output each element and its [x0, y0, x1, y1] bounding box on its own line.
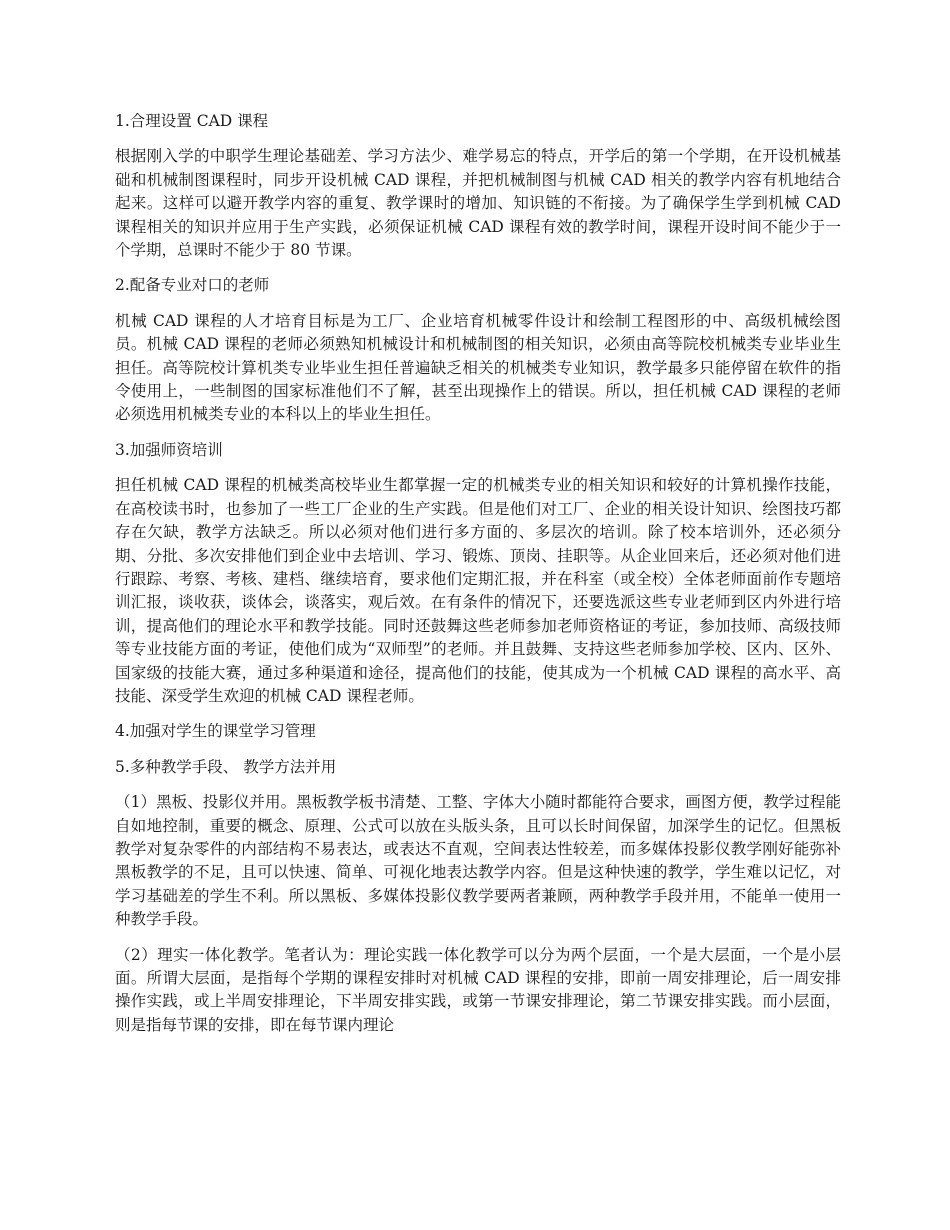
section-paragraph-3: 担任机械 CAD 课程的机械类高校毕业生都掌握一定的机械类专业的相关知识和较好的计算机操作技能，在高校读书时，也参加了一些工厂企业的生产实践。但是他们对工厂、企业的相关设计知识、绘图技巧都存在欠缺，教学方法缺乏。所以必须对他们进行多方面的、多层次的培训。除了校本培训外，还必须分期、分批、多次安排他们到企业中去培训、学习、锻炼、顶岗、挂职等。从企业回来后，还必须对他们进行跟踪、考察、考核、建档、继续培育，要求他们定期汇报，并在科室（或全校）全体老师面前作专题培训汇报，谈收获，谈体会，谈落实，观后效。在有条件的情况下，还要选派这些专业老师到区内外进行培训，提高他们的理论水平和教学技能。同时还鼓舞这些老师参加老师资格证的考证，参加技师、高级技师等专业技能方面的考证，使他们成为“双师型”的老师。并且鼓舞、支持这些老师参加学校、区内、区外、国家级的技能大赛，通过多种渠道和途径，提高他们的技能，使其成为一个机械 CAD 课程的高水平、高技能、深受学生欢迎的机械 CAD 课程老师。	[115, 476, 841, 705]
section-heading-3: 3.加强师资培训	[115, 440, 223, 459]
section-paragraph-2: 机械 CAD 课程的人才培育目标是为工厂、企业培育机械零件设计和绘制工程图形的中、高级机械绘图员。机械 CAD 课程的老师必须熟知机械设计和机械制图的相关知识，必须由高等院校机械类专业毕业生担任。高等院校计算机类专业毕业生担任普遍缺乏相关的机械类专业知识，教学最多只能停留在软件的指令使用上，一些制图的国家标准他们不了解，甚至出现操作上的错误。所以，担任机械 CAD 课程的老师必须选用机械类专业的本科以上的毕业生担任。	[115, 311, 841, 424]
section-heading-2: 2.配备专业对口的老师	[115, 276, 270, 295]
section-heading-4: 4.加强对学生的课堂学习管理	[115, 722, 316, 741]
section-paragraph-5-1: （1）黑板、投影仪并用。黑板教学板书清楚、工整、字体大小随时都能符合要求，画图方便，教学过程能自如地控制，重要的概念、原理、公式可以放在头版头条，且可以长时间保留，加深学生的记忆。但黑板教学对复杂零件的内部结构不易表达，或表达不直观，空间表达性较差，而多媒体投影仪教学刚好能弥补黑板教学的不足，且可以快速、简单、可视化地表达教学内容。但是这种快速的教学，学生难以记忆，对学习基础差的学生不利。所以黑板、多媒体投影仪教学要两者兼顾，两种教学手段并用，不能单一使用一种教学手段。	[115, 793, 841, 929]
section-heading-5: 5.多种教学手段、 教学方法并用	[115, 757, 337, 776]
section-heading-1: 1.合理设置 CAD 课程	[115, 112, 269, 130]
section-paragraph-5-2: （2）理实一体化教学。笔者认为：理论实践一体化教学可以分为两个层面，一个是大层面，一个是小层面。所谓大层面，是指每个学期的课程安排时对机械 CAD 课程的安排，即前一周安排理论，后一周安排操作实践，或上半周安排理论，下半周安排实践，或第一节课安排理论，第二节课安排实践。而小层面，则是指每节课的安排，即在每节课内理论	[115, 945, 841, 1034]
section-paragraph-1: 根据刚入学的中职学生理论基础差、学习方法少、难学易忘的特点，开学后的第一个学期，在开设机械基础和机械制图课程时，同步开设机械 CAD 课程，并把机械制图与机械 CAD 相关的教学内容有机地结合起来。这样可以避开教学内容的重复、教学课时的增加、知识链的不衔接。为了确保学生学到机械 CAD 课程相关的知识并应用于生产实践，必须保证机械 CAD 课程有效的教学时间，课程开设时间不能少于一个学期，总课时不能少于 80 节课。	[115, 147, 841, 260]
document-page	[115, 110, 841, 1049]
